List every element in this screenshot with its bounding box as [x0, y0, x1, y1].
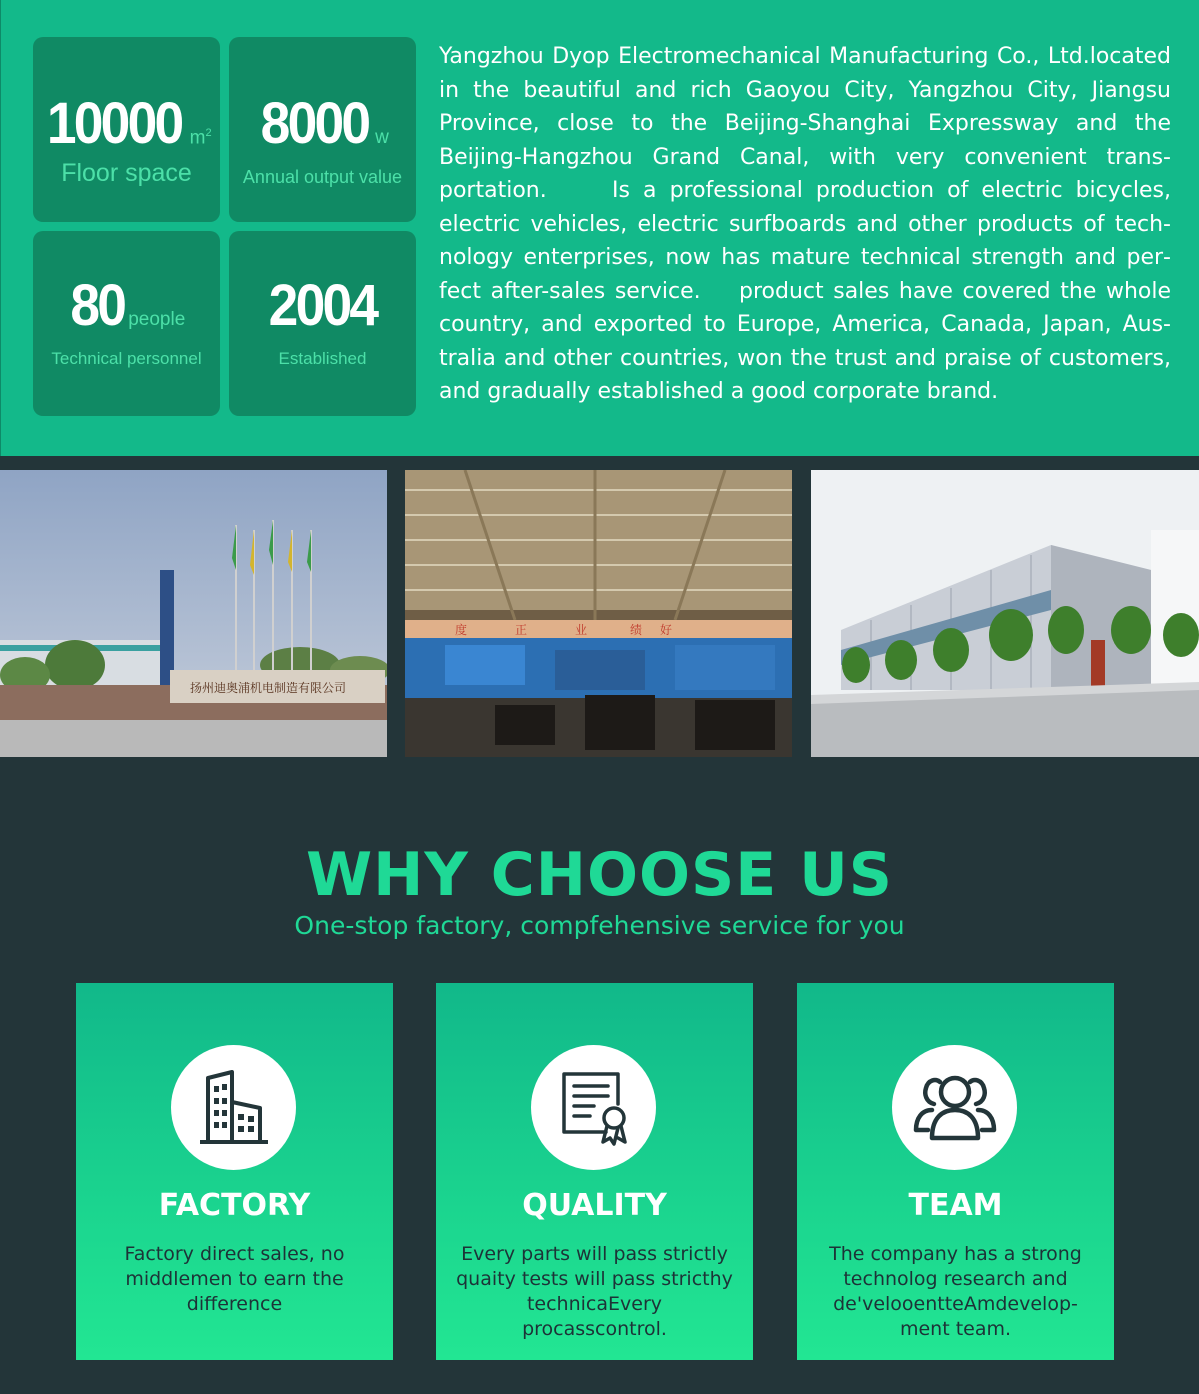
card-title: QUALITY: [522, 1188, 667, 1223]
factory-building-image: [811, 470, 1199, 757]
stat-label: Technical personnel: [51, 349, 202, 368]
stat-number: 8000: [260, 91, 369, 156]
card-description: The company has a strong technolog research and de'velooentteAmdevelopment team.: [829, 1243, 1082, 1340]
banner-char: 正: [515, 623, 528, 637]
banner-char: 绩: [630, 623, 643, 637]
factory-building-icon: [171, 1045, 296, 1170]
stat-label: Established: [278, 349, 367, 368]
workshop-image: [405, 470, 792, 757]
stat-annual-output: [229, 37, 416, 222]
photo-factory-gate: [0, 470, 387, 757]
card-quality: [436, 983, 753, 1360]
stat-label: Annual output value: [242, 167, 403, 187]
stat-unit: people: [128, 309, 186, 330]
stat-floor-space: [33, 37, 220, 222]
stat-number: 2004: [268, 273, 377, 338]
why-choose-us-subtitle: One-stop factory, compfehensive service for you: [294, 911, 905, 940]
stat-number: 80: [70, 273, 124, 338]
banner-char: 度: [455, 623, 468, 637]
company-description: Yangzhou Dyop Electromechanical Manufacturing Co., Ltd.located in the beautiful and rich Gaoyou City, Yangzhou City, Jiangsu Province, close to the Beijing-Shanghai Expressway and the Beijing-Hangzhou Grand Canal, with very convenient transportation. Is a professional production of electric bicycles, electric vehicles, electric surfboards and other products of technology enterprises, now has mature technical strength and perfect after-sales service. product sales have covered the whole country, and exported to Europe, America, Canada, Japan, Australia and other countries, won the trust and praise of customers, and gradually established a good corporate brand.: [439, 44, 1171, 404]
card-factory: [76, 983, 393, 1360]
card-title: FACTORY: [158, 1188, 311, 1223]
stat-technical-personnel: [33, 231, 220, 416]
card-description: Every parts will pass strictly quaity tests will pass stricthy technicaEvery procasscontrol.: [456, 1243, 733, 1340]
banner-char: 好: [660, 623, 673, 637]
stat-number: 10000: [47, 91, 182, 156]
card-title: TEAM: [908, 1188, 1003, 1223]
company-intro-section: [0, 0, 1199, 456]
stat-unit: w: [375, 127, 389, 148]
certificate-icon: [531, 1045, 656, 1170]
card-team: [797, 983, 1114, 1360]
gate-sign-text: 扬州迪奥浦机电制造有限公司: [190, 681, 347, 695]
banner-char: 业: [575, 623, 588, 637]
why-choose-us-title: WHY CHOOSE US: [305, 840, 893, 910]
photo-factory-building: [811, 470, 1199, 757]
team-icon: [892, 1045, 1017, 1170]
photo-workshop-interior: [405, 470, 792, 757]
factory-gate-image: [0, 470, 387, 757]
stat-label: Floor space: [61, 159, 192, 187]
card-description: Factory direct sales, no middlemen to earn the difference: [124, 1243, 345, 1315]
stat-established: [229, 231, 416, 416]
stat-unit: $m^2$: [189, 126, 212, 148]
